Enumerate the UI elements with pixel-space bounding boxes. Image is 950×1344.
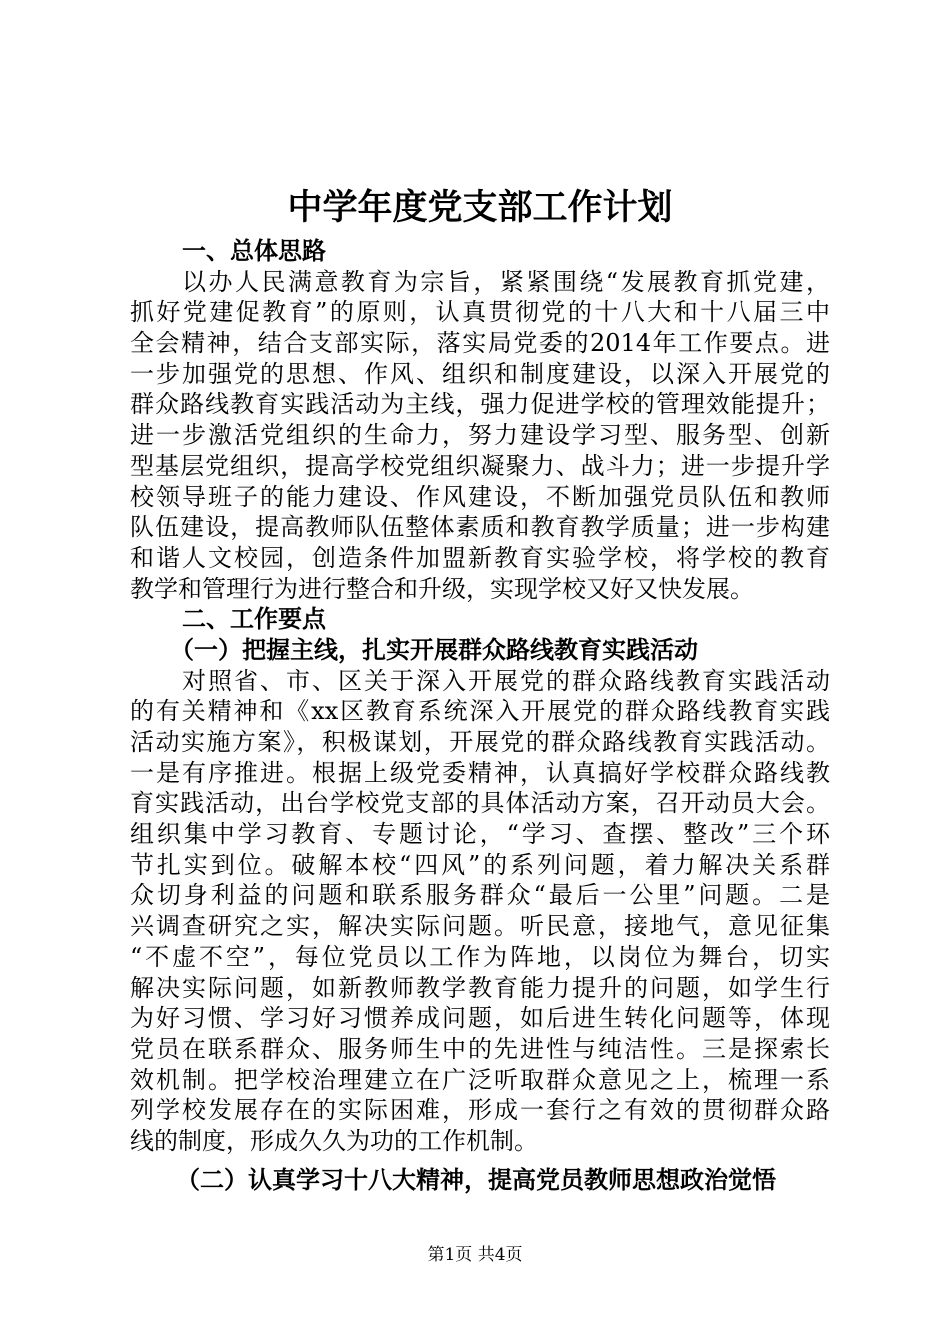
- text-line: 组织集中学习教育、专题讨论，“学习、查摆、整改”三个环: [130, 820, 830, 849]
- text-line: 节扎实到位。破解本校“四风”的系列问题，着力解决关系群: [130, 850, 830, 879]
- text-line: 校领导班子的能力建设、作风建设，不断加强党员队伍和教师: [130, 482, 830, 511]
- document-page: [130, 0, 830, 1344]
- text-line: 对照省、市、区关于深入开展党的群众路线教育实践活动: [182, 666, 830, 695]
- text-line: 为好习惯、学习好习惯养成问题，如后进生转化问题等，体现: [130, 1004, 830, 1033]
- text-line: 党员在联系群众、服务师生中的先进性与纯洁性。三是探索长: [130, 1034, 830, 1063]
- section-heading-work-points: 二、工作要点: [182, 605, 326, 634]
- text-line: 教学和管理行为进行整合和升级，实现学校又好又快发展。: [130, 574, 754, 603]
- paragraph-mass-line: [130, 666, 830, 1157]
- text-line: 一是有序推进。根据上级党委精神，认真搞好学校群众路线教: [130, 758, 830, 787]
- text-line: 的有关精神和《xx区教育系统深入开展党的群众路线教育实践: [130, 697, 830, 726]
- text-line: 抓好党建促教育”的原则，认真贯彻党的十八大和十八届三中: [130, 298, 830, 327]
- text-line: 一步加强党的思想、作风、组织和制度建设，以深入开展党的: [130, 359, 830, 388]
- text-line: 型基层党组织，提高学校党组织凝聚力、战斗力；进一步提升学: [130, 451, 830, 480]
- text-line: 队伍建设，提高教师队伍整体素质和教育教学质量；进一步构建: [130, 513, 830, 542]
- text-line: 进一步激活党组织的生命力，努力建设学习型、服务型、创新: [130, 421, 830, 450]
- text-line: 线的制度，形成久久为功的工作机制。: [130, 1126, 538, 1155]
- document-body: [130, 236, 830, 1195]
- text-line: 解决实际问题，如新教师教学教育能力提升的问题，如学生行: [130, 973, 830, 1002]
- text-line: “不虚不空”，每位党员以工作为阵地，以岗位为舞台，切实: [130, 942, 830, 971]
- text-line: 以办人民满意教育为宗旨，紧紧围绕“发展教育抓党建，: [182, 267, 830, 296]
- text-line: 活动实施方案》，积极谋划，开展党的群众路线教育实践活动。: [130, 728, 830, 756]
- text-line: 效机制。把学校治理建立在广泛听取群众意见之上，梳理一系: [130, 1065, 830, 1094]
- subsection-heading-mass-line: （一）把握主线，扎实开展群众路线教育实践活动: [170, 635, 698, 664]
- page-number-footer: 第1页 共4页: [427, 1245, 523, 1265]
- document-title: 中学年度党支部工作计划: [287, 188, 673, 228]
- section-heading-overall-approach: 一、总体思路: [182, 237, 326, 265]
- text-line: 兴调查研究之实，解决实际问题。听民意，接地气，意见征集: [130, 912, 830, 941]
- text-line: 全会精神，结合支部实际，落实局党委的2014年工作要点。进: [130, 329, 830, 358]
- text-line: 和谐人文校园，创造条件加盟新教育实验学校，将学校的教育: [130, 543, 830, 572]
- text-line: 众切身利益的问题和联系服务群众“最后一公里”问题。二是: [130, 881, 830, 910]
- text-line: 群众路线教育实践活动为主线，强力促进学校的管理效能提升；: [130, 390, 830, 419]
- paragraph-overall-approach: [130, 267, 830, 605]
- text-line: 育实践活动，出台学校党支部的具体活动方案，召开动员大会。: [130, 789, 830, 818]
- subsection-heading-study-spirit: （二）认真学习十八大精神，提高党员教师思想政治觉悟: [176, 1165, 776, 1194]
- text-line: 列学校发展存在的实际困难，形成一套行之有效的贯彻群众路: [130, 1096, 830, 1125]
